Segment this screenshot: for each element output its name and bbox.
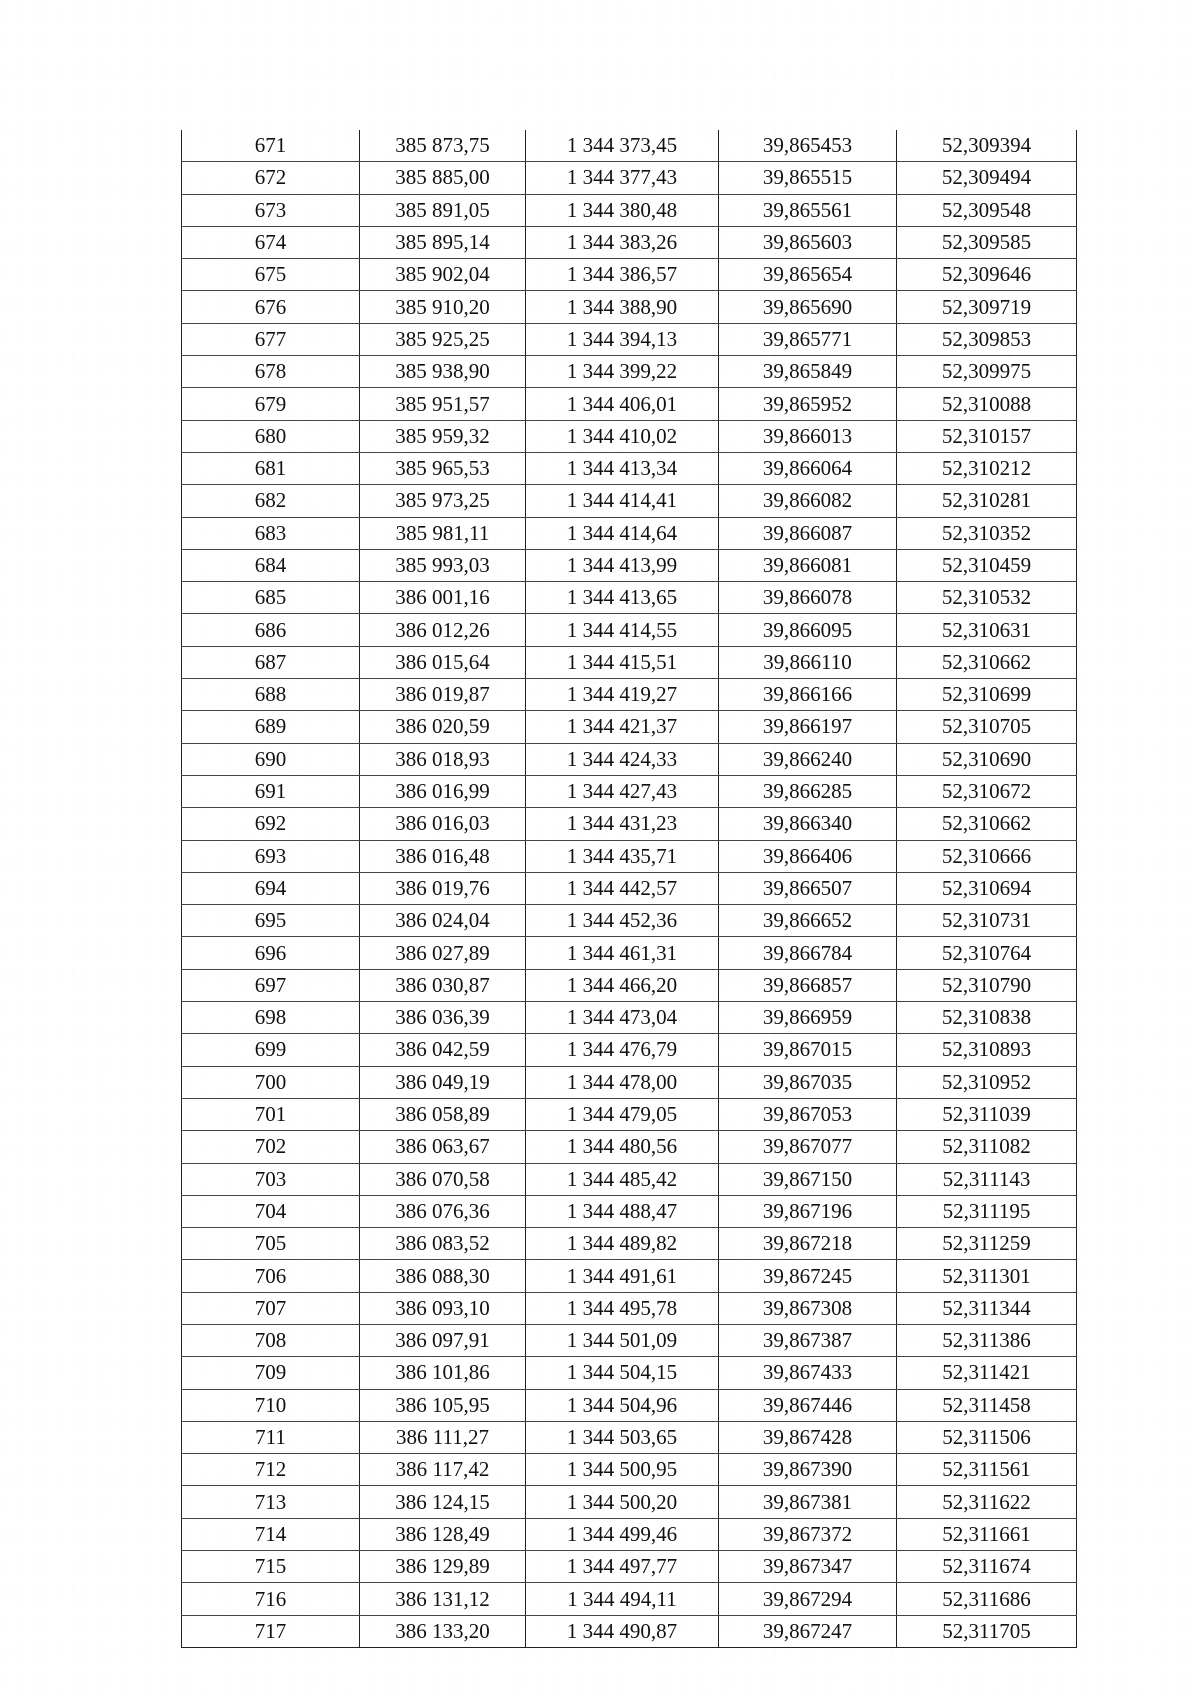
x-coordinate-cell: 386 117,42 [360, 1454, 526, 1486]
point-number-cell: 676 [182, 291, 360, 323]
table-row [182, 259, 1077, 291]
table-row [182, 1195, 1077, 1227]
x-coordinate-cell: 385 885,00 [360, 162, 526, 194]
latitude-cell: 39,867372 [719, 1518, 897, 1550]
point-number-cell: 711 [182, 1421, 360, 1453]
point-number-cell: 698 [182, 1002, 360, 1034]
table-row [182, 420, 1077, 452]
table-row [182, 130, 1077, 162]
table-row [182, 1324, 1077, 1356]
longitude-cell: 52,311661 [897, 1518, 1077, 1550]
y-coordinate-cell: 1 344 413,99 [526, 549, 719, 581]
latitude-cell: 39,866078 [719, 582, 897, 614]
latitude-cell: 39,865952 [719, 388, 897, 420]
y-coordinate-cell: 1 344 377,43 [526, 162, 719, 194]
longitude-cell: 52,309585 [897, 226, 1077, 258]
x-coordinate-cell: 386 111,27 [360, 1421, 526, 1453]
latitude-cell: 39,865453 [719, 130, 897, 162]
point-number-cell: 673 [182, 194, 360, 226]
table-row [182, 679, 1077, 711]
latitude-cell: 39,867247 [719, 1615, 897, 1647]
y-coordinate-cell: 1 344 413,34 [526, 452, 719, 484]
longitude-cell: 52,309394 [897, 130, 1077, 162]
point-number-cell: 677 [182, 323, 360, 355]
point-number-cell: 708 [182, 1324, 360, 1356]
table-row [182, 1389, 1077, 1421]
latitude-cell: 39,867015 [719, 1034, 897, 1066]
x-coordinate-cell: 386 015,64 [360, 646, 526, 678]
y-coordinate-cell: 1 344 427,43 [526, 775, 719, 807]
table-row [182, 1002, 1077, 1034]
x-coordinate-cell: 385 959,32 [360, 420, 526, 452]
x-coordinate-cell: 386 016,99 [360, 775, 526, 807]
longitude-cell: 52,310662 [897, 808, 1077, 840]
latitude-cell: 39,867294 [719, 1583, 897, 1615]
table-row [182, 549, 1077, 581]
y-coordinate-cell: 1 344 500,95 [526, 1454, 719, 1486]
table-row [182, 614, 1077, 646]
y-coordinate-cell: 1 344 466,20 [526, 969, 719, 1001]
x-coordinate-cell: 386 093,10 [360, 1292, 526, 1324]
latitude-cell: 39,866013 [719, 420, 897, 452]
latitude-cell: 39,865515 [719, 162, 897, 194]
y-coordinate-cell: 1 344 373,45 [526, 130, 719, 162]
x-coordinate-cell: 385 902,04 [360, 259, 526, 291]
latitude-cell: 39,866081 [719, 549, 897, 581]
table-row [182, 1163, 1077, 1195]
point-number-cell: 704 [182, 1195, 360, 1227]
x-coordinate-cell: 385 993,03 [360, 549, 526, 581]
latitude-cell: 39,866197 [719, 711, 897, 743]
point-number-cell: 682 [182, 485, 360, 517]
x-coordinate-cell: 386 083,52 [360, 1228, 526, 1260]
y-coordinate-cell: 1 344 415,51 [526, 646, 719, 678]
latitude-cell: 39,867387 [719, 1324, 897, 1356]
point-number-cell: 680 [182, 420, 360, 452]
latitude-cell: 39,865690 [719, 291, 897, 323]
y-coordinate-cell: 1 344 380,48 [526, 194, 719, 226]
table-row [182, 1486, 1077, 1518]
table-row [182, 1357, 1077, 1389]
longitude-cell: 52,310790 [897, 969, 1077, 1001]
latitude-cell: 39,867218 [719, 1228, 897, 1260]
point-number-cell: 701 [182, 1098, 360, 1130]
x-coordinate-cell: 386 076,36 [360, 1195, 526, 1227]
x-coordinate-cell: 385 981,11 [360, 517, 526, 549]
point-number-cell: 713 [182, 1486, 360, 1518]
y-coordinate-cell: 1 344 497,77 [526, 1551, 719, 1583]
y-coordinate-cell: 1 344 473,04 [526, 1002, 719, 1034]
point-number-cell: 703 [182, 1163, 360, 1195]
latitude-cell: 39,865561 [719, 194, 897, 226]
longitude-cell: 52,310699 [897, 679, 1077, 711]
y-coordinate-cell: 1 344 414,64 [526, 517, 719, 549]
table-row [182, 646, 1077, 678]
x-coordinate-cell: 386 024,04 [360, 905, 526, 937]
point-number-cell: 691 [182, 775, 360, 807]
point-number-cell: 712 [182, 1454, 360, 1486]
latitude-cell: 39,867347 [719, 1551, 897, 1583]
longitude-cell: 52,309975 [897, 356, 1077, 388]
table-row [182, 388, 1077, 420]
y-coordinate-cell: 1 344 388,90 [526, 291, 719, 323]
table-row [182, 1098, 1077, 1130]
table-row [182, 356, 1077, 388]
longitude-cell: 52,310705 [897, 711, 1077, 743]
latitude-cell: 39,867077 [719, 1131, 897, 1163]
table-row [182, 1292, 1077, 1324]
latitude-cell: 39,867428 [719, 1421, 897, 1453]
longitude-cell: 52,311344 [897, 1292, 1077, 1324]
y-coordinate-cell: 1 344 504,15 [526, 1357, 719, 1389]
longitude-cell: 52,310666 [897, 840, 1077, 872]
latitude-cell: 39,866082 [719, 485, 897, 517]
longitude-cell: 52,309853 [897, 323, 1077, 355]
x-coordinate-cell: 385 895,14 [360, 226, 526, 258]
x-coordinate-cell: 386 088,30 [360, 1260, 526, 1292]
x-coordinate-cell: 386 016,03 [360, 808, 526, 840]
y-coordinate-cell: 1 344 485,42 [526, 1163, 719, 1195]
table-row [182, 162, 1077, 194]
y-coordinate-cell: 1 344 501,09 [526, 1324, 719, 1356]
y-coordinate-cell: 1 344 394,13 [526, 323, 719, 355]
coordinate-table [181, 130, 1077, 1648]
table-row [182, 1551, 1077, 1583]
y-coordinate-cell: 1 344 476,79 [526, 1034, 719, 1066]
latitude-cell: 39,867196 [719, 1195, 897, 1227]
y-coordinate-cell: 1 344 452,36 [526, 905, 719, 937]
latitude-cell: 39,865849 [719, 356, 897, 388]
table-row [182, 1131, 1077, 1163]
point-number-cell: 717 [182, 1615, 360, 1647]
latitude-cell: 39,867150 [719, 1163, 897, 1195]
point-number-cell: 709 [182, 1357, 360, 1389]
point-number-cell: 689 [182, 711, 360, 743]
x-coordinate-cell: 386 018,93 [360, 743, 526, 775]
point-number-cell: 695 [182, 905, 360, 937]
table-row [182, 323, 1077, 355]
longitude-cell: 52,310764 [897, 937, 1077, 969]
point-number-cell: 679 [182, 388, 360, 420]
latitude-cell: 39,866652 [719, 905, 897, 937]
point-number-cell: 699 [182, 1034, 360, 1066]
point-number-cell: 696 [182, 937, 360, 969]
x-coordinate-cell: 386 016,48 [360, 840, 526, 872]
x-coordinate-cell: 386 058,89 [360, 1098, 526, 1130]
y-coordinate-cell: 1 344 421,37 [526, 711, 719, 743]
y-coordinate-cell: 1 344 478,00 [526, 1066, 719, 1098]
point-number-cell: 702 [182, 1131, 360, 1163]
point-number-cell: 687 [182, 646, 360, 678]
longitude-cell: 52,310157 [897, 420, 1077, 452]
latitude-cell: 39,866110 [719, 646, 897, 678]
latitude-cell: 39,865771 [719, 323, 897, 355]
longitude-cell: 52,311143 [897, 1163, 1077, 1195]
point-number-cell: 675 [182, 259, 360, 291]
y-coordinate-cell: 1 344 413,65 [526, 582, 719, 614]
latitude-cell: 39,865603 [719, 226, 897, 258]
longitude-cell: 52,310459 [897, 549, 1077, 581]
x-coordinate-cell: 386 133,20 [360, 1615, 526, 1647]
y-coordinate-cell: 1 344 503,65 [526, 1421, 719, 1453]
longitude-cell: 52,310088 [897, 388, 1077, 420]
longitude-cell: 52,311705 [897, 1615, 1077, 1647]
table-row [182, 485, 1077, 517]
longitude-cell: 52,310662 [897, 646, 1077, 678]
longitude-cell: 52,310731 [897, 905, 1077, 937]
x-coordinate-cell: 386 020,59 [360, 711, 526, 743]
y-coordinate-cell: 1 344 495,78 [526, 1292, 719, 1324]
longitude-cell: 52,311506 [897, 1421, 1077, 1453]
latitude-cell: 39,866406 [719, 840, 897, 872]
y-coordinate-cell: 1 344 488,47 [526, 1195, 719, 1227]
x-coordinate-cell: 386 097,91 [360, 1324, 526, 1356]
x-coordinate-cell: 386 019,87 [360, 679, 526, 711]
latitude-cell: 39,866087 [719, 517, 897, 549]
y-coordinate-cell: 1 344 490,87 [526, 1615, 719, 1647]
y-coordinate-cell: 1 344 489,82 [526, 1228, 719, 1260]
point-number-cell: 693 [182, 840, 360, 872]
point-number-cell: 715 [182, 1551, 360, 1583]
longitude-cell: 52,310672 [897, 775, 1077, 807]
longitude-cell: 52,311195 [897, 1195, 1077, 1227]
y-coordinate-cell: 1 344 504,96 [526, 1389, 719, 1421]
longitude-cell: 52,311082 [897, 1131, 1077, 1163]
x-coordinate-cell: 386 001,16 [360, 582, 526, 614]
x-coordinate-cell: 385 951,57 [360, 388, 526, 420]
latitude-cell: 39,866285 [719, 775, 897, 807]
longitude-cell: 52,311259 [897, 1228, 1077, 1260]
longitude-cell: 52,311622 [897, 1486, 1077, 1518]
y-coordinate-cell: 1 344 435,71 [526, 840, 719, 872]
table-row [182, 1034, 1077, 1066]
latitude-cell: 39,866959 [719, 1002, 897, 1034]
x-coordinate-cell: 385 925,25 [360, 323, 526, 355]
y-coordinate-cell: 1 344 480,56 [526, 1131, 719, 1163]
latitude-cell: 39,866166 [719, 679, 897, 711]
table-row [182, 226, 1077, 258]
y-coordinate-cell: 1 344 414,55 [526, 614, 719, 646]
point-number-cell: 671 [182, 130, 360, 162]
table-row [182, 582, 1077, 614]
x-coordinate-cell: 386 012,26 [360, 614, 526, 646]
longitude-cell: 52,310281 [897, 485, 1077, 517]
y-coordinate-cell: 1 344 494,11 [526, 1583, 719, 1615]
x-coordinate-cell: 386 042,59 [360, 1034, 526, 1066]
longitude-cell: 52,309646 [897, 259, 1077, 291]
table-row [182, 1454, 1077, 1486]
x-coordinate-cell: 386 030,87 [360, 969, 526, 1001]
x-coordinate-cell: 385 973,25 [360, 485, 526, 517]
point-number-cell: 685 [182, 582, 360, 614]
longitude-cell: 52,310893 [897, 1034, 1077, 1066]
table-row [182, 743, 1077, 775]
longitude-cell: 52,311561 [897, 1454, 1077, 1486]
longitude-cell: 52,310212 [897, 452, 1077, 484]
latitude-cell: 39,866064 [719, 452, 897, 484]
longitude-cell: 52,311686 [897, 1583, 1077, 1615]
table-row [182, 1615, 1077, 1647]
table-row [182, 452, 1077, 484]
point-number-cell: 674 [182, 226, 360, 258]
latitude-cell: 39,866240 [719, 743, 897, 775]
point-number-cell: 710 [182, 1389, 360, 1421]
y-coordinate-cell: 1 344 491,61 [526, 1260, 719, 1292]
longitude-cell: 52,310352 [897, 517, 1077, 549]
point-number-cell: 705 [182, 1228, 360, 1260]
table-row [182, 937, 1077, 969]
y-coordinate-cell: 1 344 386,57 [526, 259, 719, 291]
table-row [182, 840, 1077, 872]
latitude-cell: 39,867308 [719, 1292, 897, 1324]
x-coordinate-cell: 385 910,20 [360, 291, 526, 323]
table-row [182, 775, 1077, 807]
table-row [182, 194, 1077, 226]
table-row [182, 872, 1077, 904]
table-row [182, 1583, 1077, 1615]
latitude-cell: 39,866507 [719, 872, 897, 904]
latitude-cell: 39,867053 [719, 1098, 897, 1130]
longitude-cell: 52,311674 [897, 1551, 1077, 1583]
y-coordinate-cell: 1 344 399,22 [526, 356, 719, 388]
table-row [182, 1421, 1077, 1453]
y-coordinate-cell: 1 344 383,26 [526, 226, 719, 258]
latitude-cell: 39,866784 [719, 937, 897, 969]
x-coordinate-cell: 386 101,86 [360, 1357, 526, 1389]
y-coordinate-cell: 1 344 499,46 [526, 1518, 719, 1550]
latitude-cell: 39,867035 [719, 1066, 897, 1098]
x-coordinate-cell: 386 129,89 [360, 1551, 526, 1583]
point-number-cell: 684 [182, 549, 360, 581]
x-coordinate-cell: 386 124,15 [360, 1486, 526, 1518]
x-coordinate-cell: 386 019,76 [360, 872, 526, 904]
longitude-cell: 52,310631 [897, 614, 1077, 646]
latitude-cell: 39,866095 [719, 614, 897, 646]
longitude-cell: 52,311421 [897, 1357, 1077, 1389]
table-row [182, 1228, 1077, 1260]
latitude-cell: 39,867390 [719, 1454, 897, 1486]
table-row [182, 969, 1077, 1001]
x-coordinate-cell: 386 105,95 [360, 1389, 526, 1421]
point-number-cell: 692 [182, 808, 360, 840]
longitude-cell: 52,309494 [897, 162, 1077, 194]
x-coordinate-cell: 386 063,67 [360, 1131, 526, 1163]
table-row [182, 1260, 1077, 1292]
point-number-cell: 706 [182, 1260, 360, 1292]
latitude-cell: 39,867446 [719, 1389, 897, 1421]
coordinate-table-container [181, 130, 1076, 1648]
x-coordinate-cell: 386 027,89 [360, 937, 526, 969]
point-number-cell: 686 [182, 614, 360, 646]
point-number-cell: 672 [182, 162, 360, 194]
point-number-cell: 697 [182, 969, 360, 1001]
point-number-cell: 714 [182, 1518, 360, 1550]
latitude-cell: 39,865654 [719, 259, 897, 291]
longitude-cell: 52,311386 [897, 1324, 1077, 1356]
table-row [182, 1518, 1077, 1550]
latitude-cell: 39,866857 [719, 969, 897, 1001]
y-coordinate-cell: 1 344 419,27 [526, 679, 719, 711]
y-coordinate-cell: 1 344 461,31 [526, 937, 719, 969]
x-coordinate-cell: 386 036,39 [360, 1002, 526, 1034]
table-row [182, 291, 1077, 323]
y-coordinate-cell: 1 344 442,57 [526, 872, 719, 904]
y-coordinate-cell: 1 344 424,33 [526, 743, 719, 775]
longitude-cell: 52,310838 [897, 1002, 1077, 1034]
longitude-cell: 52,310694 [897, 872, 1077, 904]
y-coordinate-cell: 1 344 410,02 [526, 420, 719, 452]
longitude-cell: 52,311039 [897, 1098, 1077, 1130]
point-number-cell: 690 [182, 743, 360, 775]
x-coordinate-cell: 386 128,49 [360, 1518, 526, 1550]
table-row [182, 905, 1077, 937]
longitude-cell: 52,310952 [897, 1066, 1077, 1098]
latitude-cell: 39,867381 [719, 1486, 897, 1518]
point-number-cell: 700 [182, 1066, 360, 1098]
y-coordinate-cell: 1 344 479,05 [526, 1098, 719, 1130]
x-coordinate-cell: 385 891,05 [360, 194, 526, 226]
x-coordinate-cell: 386 070,58 [360, 1163, 526, 1195]
point-number-cell: 716 [182, 1583, 360, 1615]
table-row [182, 808, 1077, 840]
latitude-cell: 39,866340 [719, 808, 897, 840]
x-coordinate-cell: 385 938,90 [360, 356, 526, 388]
point-number-cell: 683 [182, 517, 360, 549]
table-row [182, 517, 1077, 549]
longitude-cell: 52,311301 [897, 1260, 1077, 1292]
x-coordinate-cell: 386 131,12 [360, 1583, 526, 1615]
x-coordinate-cell: 385 873,75 [360, 130, 526, 162]
latitude-cell: 39,867433 [719, 1357, 897, 1389]
longitude-cell: 52,310690 [897, 743, 1077, 775]
y-coordinate-cell: 1 344 500,20 [526, 1486, 719, 1518]
point-number-cell: 694 [182, 872, 360, 904]
point-number-cell: 707 [182, 1292, 360, 1324]
point-number-cell: 681 [182, 452, 360, 484]
x-coordinate-cell: 385 965,53 [360, 452, 526, 484]
y-coordinate-cell: 1 344 431,23 [526, 808, 719, 840]
x-coordinate-cell: 386 049,19 [360, 1066, 526, 1098]
y-coordinate-cell: 1 344 414,41 [526, 485, 719, 517]
coordinate-table-body [182, 130, 1077, 1647]
point-number-cell: 678 [182, 356, 360, 388]
longitude-cell: 52,309719 [897, 291, 1077, 323]
longitude-cell: 52,309548 [897, 194, 1077, 226]
longitude-cell: 52,311458 [897, 1389, 1077, 1421]
table-row [182, 711, 1077, 743]
point-number-cell: 688 [182, 679, 360, 711]
y-coordinate-cell: 1 344 406,01 [526, 388, 719, 420]
table-row [182, 1066, 1077, 1098]
latitude-cell: 39,867245 [719, 1260, 897, 1292]
longitude-cell: 52,310532 [897, 582, 1077, 614]
